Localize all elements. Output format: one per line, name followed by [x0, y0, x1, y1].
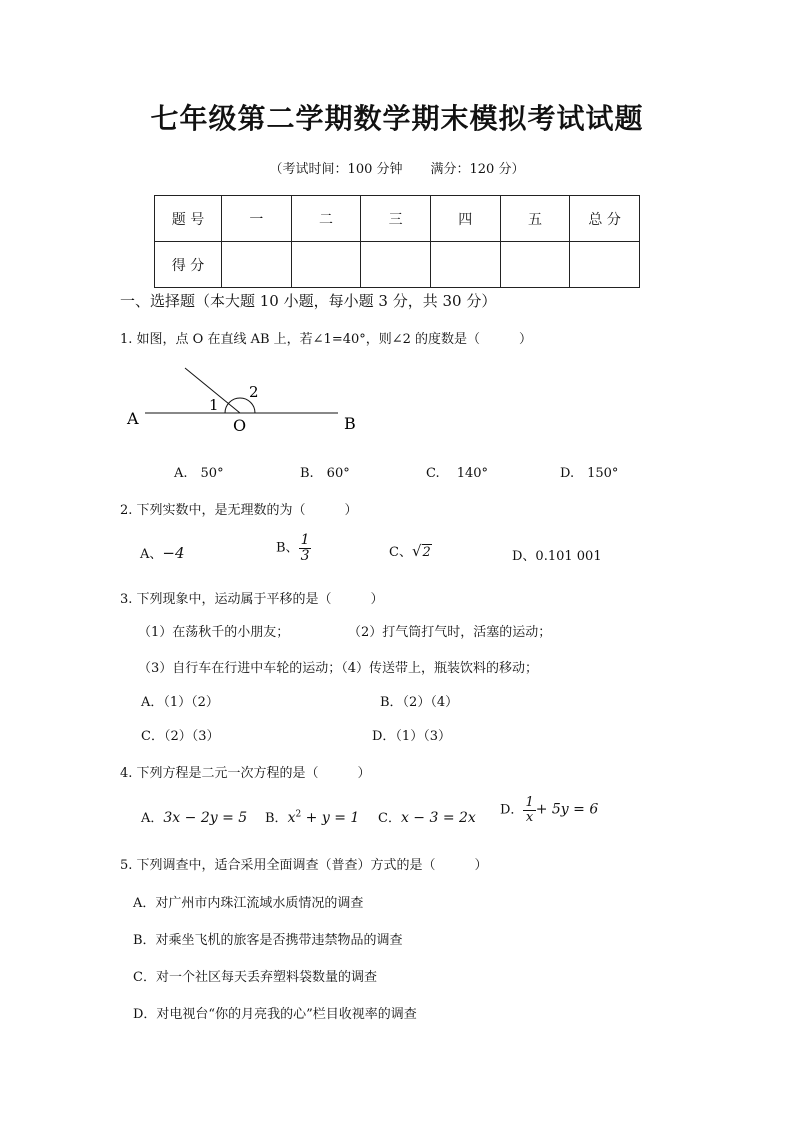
q4-b-rest: + y = 1 — [301, 810, 360, 826]
q3-item-3-4: （3）自行车在行进中车轮的运动；（4）传送带上，瓶装饮料的移动； — [138, 661, 539, 676]
score-input-3[interactable] — [361, 242, 431, 288]
q4-a-equation: 3x − 2y = 5 — [163, 810, 248, 826]
score-cell-3: 三 — [361, 196, 431, 242]
score-input-1[interactable] — [222, 242, 292, 288]
exam-title: 七年级第二学期数学期末模拟考试试题 — [150, 102, 644, 135]
score-cell-1: 一 — [222, 196, 292, 242]
radical-sign-icon: √ — [411, 542, 422, 560]
score-table — [154, 195, 640, 288]
question-5: 5. 下列调查中，适合采用全面调查（普查）方式的是（ ） — [120, 858, 488, 873]
q3-option-b[interactable]: B．（2）（4） — [380, 695, 459, 710]
q3-option-c[interactable]: C．（2）（3） — [141, 729, 220, 744]
score-input-total[interactable] — [570, 242, 640, 288]
score-table-score-row — [155, 242, 640, 288]
q3-option-a[interactable]: A．（1）（2） — [141, 695, 219, 710]
exam-info — [0, 158, 794, 177]
q4-option-c[interactable] — [378, 807, 476, 826]
q4-d-rest: + 5y = 6 — [535, 801, 599, 818]
q2-b-fraction — [299, 533, 312, 563]
q1-option-a[interactable]: A. 50° — [174, 466, 224, 481]
score-row-label: 得 分 — [155, 242, 222, 288]
q2-a-prefix: A、 — [140, 547, 163, 562]
q3-item-2: （2）打气筒打气时，活塞的运动； — [348, 625, 552, 640]
q4-c-prefix: C． — [378, 811, 401, 826]
score-cell-5: 五 — [500, 196, 570, 242]
q2-option-d[interactable]: D、0.101 001 — [512, 549, 602, 564]
q4-option-d[interactable] — [500, 796, 598, 824]
angle-figure — [120, 360, 370, 440]
q3-item-1: （1）在荡秋千的小朋友； — [138, 625, 290, 640]
q2-option-b[interactable] — [276, 533, 311, 563]
q4-d-denominator: x — [525, 809, 534, 825]
q2-c-sqrt — [412, 542, 432, 560]
question-3: 3. 下列现象中，运动属于平移的是（ ） — [120, 592, 384, 607]
q2-a-value: −4 — [162, 544, 185, 562]
section-heading: 一、选择题（本大题 10 小题，每小题 3 分，共 30 分） — [120, 292, 497, 310]
q5-option-c[interactable]: C．对一个社区每天丢弃塑料袋数量的调查 — [133, 970, 377, 985]
q2-option-a[interactable] — [140, 543, 185, 562]
q2-b-denominator: 3 — [300, 547, 310, 564]
q2-c-radicand: 2 — [422, 545, 431, 560]
score-input-2[interactable] — [291, 242, 361, 288]
score-cell-total: 总 分 — [570, 196, 640, 242]
exam-time: （考试时间：100 分钟 — [269, 162, 403, 177]
angle-2-label: 2 — [249, 383, 259, 401]
q4-option-b[interactable] — [265, 807, 359, 826]
q4-d-numerator: 1 — [525, 795, 534, 810]
q5-option-b[interactable]: B．对乘坐飞机的旅客是否携带违禁物品的调查 — [133, 933, 403, 948]
q5-option-a[interactable]: A．对广州市内珠江流域水质情况的调查 — [133, 896, 364, 911]
score-input-4[interactable] — [430, 242, 500, 288]
q4-b-exponent: 2 — [295, 809, 302, 820]
q3-option-d[interactable]: D．（1）（3） — [372, 729, 451, 744]
score-table-header-row — [155, 196, 640, 242]
point-b-label: B — [344, 414, 356, 433]
score-input-5[interactable] — [500, 242, 570, 288]
q2-b-prefix: B、 — [276, 540, 299, 556]
exam-full-score: 满分：120 分） — [430, 162, 525, 177]
q2-c-prefix: C、 — [389, 545, 412, 560]
q1-option-b[interactable]: B. 60° — [300, 466, 350, 481]
point-a-label: A — [127, 409, 139, 428]
question-2: 2. 下列实数中，是无理数的为（ ） — [120, 503, 358, 518]
q4-d-prefix: D． — [500, 802, 524, 818]
q1-option-d[interactable]: D. 150° — [560, 466, 619, 481]
q4-c-equation: x − 3 = 2x — [400, 810, 476, 826]
score-cell-label: 题 号 — [155, 196, 222, 242]
q1-option-c[interactable]: C. 140° — [426, 466, 489, 481]
q4-option-a[interactable] — [141, 807, 247, 826]
question-4: 4. 下列方程是二元一次方程的是（ ） — [120, 766, 371, 781]
q4-b-prefix: B． — [265, 811, 288, 826]
score-cell-4: 四 — [430, 196, 500, 242]
score-cell-2: 二 — [291, 196, 361, 242]
q4-b-base: x — [287, 810, 296, 826]
question-1: 1. 如图，点 O 在直线 AB 上，若∠1=40°，则∠2 的度数是（ ） — [120, 332, 533, 347]
q4-d-fraction — [523, 796, 535, 824]
q4-a-prefix: A． — [141, 811, 164, 826]
q2-option-c[interactable] — [389, 541, 432, 560]
angle-1-label: 1 — [209, 396, 219, 414]
q2-b-numerator: 1 — [300, 532, 310, 548]
q5-option-d[interactable]: D．对电视台“你的月亮我的心”栏目收视率的调查 — [133, 1007, 417, 1022]
point-o-label: O — [233, 416, 247, 435]
